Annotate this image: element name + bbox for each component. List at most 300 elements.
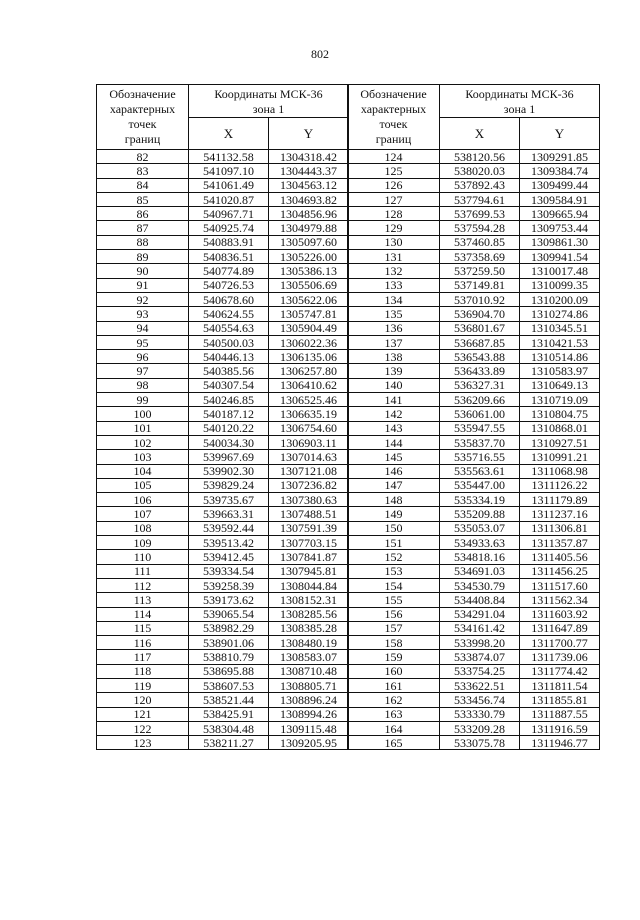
y-coordinate-cell: 1310274.86 <box>520 307 600 321</box>
y-coordinate-cell: 1306903.11 <box>269 435 349 449</box>
table-row <box>348 693 600 707</box>
y-coordinate-cell: 1310421.53 <box>520 335 600 349</box>
x-coordinate-cell: 540500.03 <box>189 335 269 349</box>
point-number-cell: 95 <box>97 335 189 349</box>
point-number-cell: 104 <box>97 464 189 478</box>
y-coordinate-cell: 1306635.19 <box>269 407 349 421</box>
table-row <box>97 164 349 178</box>
y-coordinate-cell: 1310649.13 <box>520 378 600 392</box>
x-coordinate-cell: 539065.54 <box>189 607 269 621</box>
x-coordinate-cell: 536209.66 <box>440 393 520 407</box>
y-coordinate-cell: 1306525.46 <box>269 393 349 407</box>
point-number-cell: 109 <box>97 536 189 550</box>
x-coordinate-cell: 540446.13 <box>189 350 269 364</box>
point-number-cell: 119 <box>97 678 189 692</box>
y-coordinate-cell: 1311179.89 <box>520 493 600 507</box>
point-number-cell: 149 <box>348 507 440 521</box>
x-coordinate-cell: 537699.53 <box>440 207 520 221</box>
y-coordinate-cell: 1308480.19 <box>269 636 349 650</box>
point-number-cell: 146 <box>348 464 440 478</box>
table-row <box>97 450 349 464</box>
x-coordinate-cell: 539735.67 <box>189 493 269 507</box>
y-coordinate-cell: 1308583.07 <box>269 650 349 664</box>
table-row <box>348 264 600 278</box>
point-number-cell: 142 <box>348 407 440 421</box>
point-number-cell: 159 <box>348 650 440 664</box>
point-number-cell: 97 <box>97 364 189 378</box>
x-coordinate-cell: 538521.44 <box>189 693 269 707</box>
x-coordinate-cell: 539902.30 <box>189 464 269 478</box>
y-coordinate-cell: 1309753.44 <box>520 221 600 235</box>
table-row <box>97 578 349 592</box>
table-row <box>97 192 349 206</box>
point-number-cell: 158 <box>348 636 440 650</box>
point-number-cell: 113 <box>97 593 189 607</box>
x-coordinate-cell: 538425.91 <box>189 707 269 721</box>
y-coordinate-cell: 1308152.31 <box>269 593 349 607</box>
y-coordinate-cell: 1310345.51 <box>520 321 600 335</box>
x-coordinate-cell: 539334.54 <box>189 564 269 578</box>
point-number-cell: 155 <box>348 593 440 607</box>
x-coordinate-cell: 540836.51 <box>189 250 269 264</box>
table-row <box>97 693 349 707</box>
table-row <box>97 736 349 750</box>
table-row <box>97 221 349 235</box>
point-number-cell: 117 <box>97 650 189 664</box>
x-coordinate-cell: 538607.53 <box>189 678 269 692</box>
x-coordinate-cell: 539967.69 <box>189 450 269 464</box>
point-number-cell: 132 <box>348 264 440 278</box>
point-number-cell: 110 <box>97 550 189 564</box>
y-coordinate-cell: 1307945.81 <box>269 564 349 578</box>
point-number-cell: 114 <box>97 607 189 621</box>
header-coordinates: Координаты МСК-36 зона 1 <box>440 85 600 118</box>
y-coordinate-cell: 1311887.55 <box>520 707 600 721</box>
table-row <box>97 550 349 564</box>
table-row <box>348 650 600 664</box>
point-number-cell: 143 <box>348 421 440 435</box>
point-number-cell: 87 <box>97 221 189 235</box>
table-row <box>97 292 349 306</box>
table-row <box>348 150 600 164</box>
coordinates-table-right <box>347 84 600 750</box>
table-row <box>97 650 349 664</box>
y-coordinate-cell: 1306754.60 <box>269 421 349 435</box>
y-coordinate-cell: 1308805.71 <box>269 678 349 692</box>
x-coordinate-cell: 539592.44 <box>189 521 269 535</box>
y-coordinate-cell: 1306410.62 <box>269 378 349 392</box>
table-row <box>348 736 600 750</box>
table-row <box>97 235 349 249</box>
x-coordinate-cell: 538211.27 <box>189 736 269 750</box>
x-coordinate-cell: 537460.85 <box>440 235 520 249</box>
point-number-cell: 164 <box>348 721 440 735</box>
point-number-cell: 122 <box>97 721 189 735</box>
table-row <box>348 321 600 335</box>
y-coordinate-cell: 1307121.08 <box>269 464 349 478</box>
point-number-cell: 100 <box>97 407 189 421</box>
y-coordinate-cell: 1309941.54 <box>520 250 600 264</box>
point-number-cell: 88 <box>97 235 189 249</box>
x-coordinate-cell: 541020.87 <box>189 192 269 206</box>
y-coordinate-cell: 1310868.01 <box>520 421 600 435</box>
point-number-cell: 140 <box>348 378 440 392</box>
header-coordinates: Координаты МСК-36 зона 1 <box>189 85 349 118</box>
point-number-cell: 160 <box>348 664 440 678</box>
y-coordinate-cell: 1309384.74 <box>520 164 600 178</box>
y-coordinate-cell: 1311811.54 <box>520 678 600 692</box>
point-number-cell: 102 <box>97 435 189 449</box>
y-coordinate-cell: 1311517.60 <box>520 578 600 592</box>
page-number: 802 <box>311 47 329 61</box>
y-coordinate-cell: 1304979.88 <box>269 221 349 235</box>
x-coordinate-cell: 537010.92 <box>440 292 520 306</box>
table-row <box>97 536 349 550</box>
table-row <box>97 621 349 635</box>
table-row <box>97 335 349 349</box>
table-row <box>97 636 349 650</box>
x-coordinate-cell: 540120.22 <box>189 421 269 435</box>
y-coordinate-cell: 1311647.89 <box>520 621 600 635</box>
table-row <box>348 721 600 735</box>
point-number-cell: 92 <box>97 292 189 306</box>
y-coordinate-cell: 1305226.00 <box>269 250 349 264</box>
point-number-cell: 85 <box>97 192 189 206</box>
point-number-cell: 121 <box>97 707 189 721</box>
x-coordinate-cell: 540385.56 <box>189 364 269 378</box>
point-number-cell: 129 <box>348 221 440 235</box>
point-number-cell: 145 <box>348 450 440 464</box>
x-coordinate-cell: 538304.48 <box>189 721 269 735</box>
y-coordinate-cell: 1309861.30 <box>520 235 600 249</box>
y-coordinate-cell: 1311126.22 <box>520 478 600 492</box>
y-coordinate-cell: 1307841.87 <box>269 550 349 564</box>
point-number-cell: 161 <box>348 678 440 692</box>
table-row <box>97 250 349 264</box>
y-coordinate-cell: 1310200.09 <box>520 292 600 306</box>
x-coordinate-cell: 537149.81 <box>440 278 520 292</box>
y-coordinate-cell: 1305097.60 <box>269 235 349 249</box>
x-coordinate-cell: 537794.61 <box>440 192 520 206</box>
table-header <box>97 85 349 150</box>
x-coordinate-cell: 539513.42 <box>189 536 269 550</box>
x-coordinate-cell: 533874.07 <box>440 650 520 664</box>
x-coordinate-cell: 537892.43 <box>440 178 520 192</box>
point-number-cell: 138 <box>348 350 440 364</box>
point-number-cell: 93 <box>97 307 189 321</box>
x-coordinate-cell: 540678.60 <box>189 292 269 306</box>
table-row <box>97 721 349 735</box>
table-row <box>97 507 349 521</box>
table-row <box>348 335 600 349</box>
x-coordinate-cell: 536687.85 <box>440 335 520 349</box>
point-number-cell: 135 <box>348 307 440 321</box>
table-row <box>97 478 349 492</box>
y-coordinate-cell: 1311306.81 <box>520 521 600 535</box>
x-coordinate-cell: 533209.28 <box>440 721 520 735</box>
point-number-cell: 148 <box>348 493 440 507</box>
y-coordinate-cell: 1309584.91 <box>520 192 600 206</box>
y-coordinate-cell: 1310804.75 <box>520 407 600 421</box>
point-number-cell: 106 <box>97 493 189 507</box>
point-number-cell: 118 <box>97 664 189 678</box>
point-number-cell: 133 <box>348 278 440 292</box>
point-number-cell: 116 <box>97 636 189 650</box>
point-number-cell: 111 <box>97 564 189 578</box>
y-coordinate-cell: 1306257.80 <box>269 364 349 378</box>
x-coordinate-cell: 534530.79 <box>440 578 520 592</box>
x-coordinate-cell: 540726.53 <box>189 278 269 292</box>
y-coordinate-cell: 1311456.25 <box>520 564 600 578</box>
header-designation: Обозначение характерных точек границ <box>97 85 189 150</box>
table-row <box>348 435 600 449</box>
x-coordinate-cell: 535837.70 <box>440 435 520 449</box>
point-number-cell: 99 <box>97 393 189 407</box>
x-coordinate-cell: 541061.49 <box>189 178 269 192</box>
y-coordinate-cell: 1311916.59 <box>520 721 600 735</box>
point-number-cell: 139 <box>348 364 440 378</box>
point-number-cell: 157 <box>348 621 440 635</box>
table-row <box>348 478 600 492</box>
x-coordinate-cell: 538982.29 <box>189 621 269 635</box>
header-y: Y <box>269 118 349 150</box>
table-row <box>348 607 600 621</box>
point-number-cell: 125 <box>348 164 440 178</box>
y-coordinate-cell: 1307236.82 <box>269 478 349 492</box>
x-coordinate-cell: 540967.71 <box>189 207 269 221</box>
y-coordinate-cell: 1305747.81 <box>269 307 349 321</box>
x-coordinate-cell: 534408.84 <box>440 593 520 607</box>
y-coordinate-cell: 1310991.21 <box>520 450 600 464</box>
y-coordinate-cell: 1309665.94 <box>520 207 600 221</box>
y-coordinate-cell: 1304693.82 <box>269 192 349 206</box>
table-row <box>348 550 600 564</box>
x-coordinate-cell: 539412.45 <box>189 550 269 564</box>
header-y: Y <box>520 118 600 150</box>
point-number-cell: 105 <box>97 478 189 492</box>
point-number-cell: 101 <box>97 421 189 435</box>
y-coordinate-cell: 1311774.42 <box>520 664 600 678</box>
x-coordinate-cell: 535334.19 <box>440 493 520 507</box>
table-row <box>348 178 600 192</box>
point-number-cell: 84 <box>97 178 189 192</box>
y-coordinate-cell: 1311357.87 <box>520 536 600 550</box>
y-coordinate-cell: 1306022.36 <box>269 335 349 349</box>
y-coordinate-cell: 1311603.92 <box>520 607 600 621</box>
table-row <box>97 435 349 449</box>
point-number-cell: 141 <box>348 393 440 407</box>
y-coordinate-cell: 1307591.39 <box>269 521 349 535</box>
x-coordinate-cell: 536061.00 <box>440 407 520 421</box>
table-row <box>97 593 349 607</box>
x-coordinate-cell: 540925.74 <box>189 221 269 235</box>
point-number-cell: 165 <box>348 736 440 750</box>
point-number-cell: 152 <box>348 550 440 564</box>
table-row <box>97 307 349 321</box>
x-coordinate-cell: 533330.79 <box>440 707 520 721</box>
table-row <box>348 536 600 550</box>
y-coordinate-cell: 1305386.13 <box>269 264 349 278</box>
table-row <box>97 264 349 278</box>
y-coordinate-cell: 1308994.26 <box>269 707 349 721</box>
point-number-cell: 112 <box>97 578 189 592</box>
table-row <box>97 393 349 407</box>
x-coordinate-cell: 539258.39 <box>189 578 269 592</box>
table-row <box>348 292 600 306</box>
table-row <box>348 707 600 721</box>
table-row <box>97 707 349 721</box>
x-coordinate-cell: 540034.30 <box>189 435 269 449</box>
x-coordinate-cell: 537358.69 <box>440 250 520 264</box>
y-coordinate-cell: 1308710.48 <box>269 664 349 678</box>
y-coordinate-cell: 1311562.34 <box>520 593 600 607</box>
table-row <box>348 192 600 206</box>
point-number-cell: 98 <box>97 378 189 392</box>
table-row <box>348 564 600 578</box>
x-coordinate-cell: 538695.88 <box>189 664 269 678</box>
table-row <box>348 350 600 364</box>
point-number-cell: 94 <box>97 321 189 335</box>
table-row <box>348 164 600 178</box>
table-row <box>348 235 600 249</box>
x-coordinate-cell: 533622.51 <box>440 678 520 692</box>
table-row <box>348 221 600 235</box>
x-coordinate-cell: 540624.55 <box>189 307 269 321</box>
x-coordinate-cell: 534818.16 <box>440 550 520 564</box>
point-number-cell: 128 <box>348 207 440 221</box>
x-coordinate-cell: 539829.24 <box>189 478 269 492</box>
y-coordinate-cell: 1308044.84 <box>269 578 349 592</box>
x-coordinate-cell: 538020.03 <box>440 164 520 178</box>
point-number-cell: 156 <box>348 607 440 621</box>
table-row <box>97 493 349 507</box>
y-coordinate-cell: 1310017.48 <box>520 264 600 278</box>
table-row <box>348 621 600 635</box>
table-row <box>97 207 349 221</box>
point-number-cell: 103 <box>97 450 189 464</box>
x-coordinate-cell: 538901.06 <box>189 636 269 650</box>
point-number-cell: 107 <box>97 507 189 521</box>
x-coordinate-cell: 534291.04 <box>440 607 520 621</box>
table-row <box>97 364 349 378</box>
table-row <box>348 493 600 507</box>
x-coordinate-cell: 536433.89 <box>440 364 520 378</box>
x-coordinate-cell: 535563.61 <box>440 464 520 478</box>
table-row <box>348 278 600 292</box>
y-coordinate-cell: 1304856.96 <box>269 207 349 221</box>
x-coordinate-cell: 541097.10 <box>189 164 269 178</box>
table-row <box>348 664 600 678</box>
x-coordinate-cell: 536327.31 <box>440 378 520 392</box>
x-coordinate-cell: 534161.42 <box>440 621 520 635</box>
y-coordinate-cell: 1311237.16 <box>520 507 600 521</box>
table-row <box>348 678 600 692</box>
table-row <box>348 507 600 521</box>
y-coordinate-cell: 1305622.06 <box>269 292 349 306</box>
x-coordinate-cell: 540554.63 <box>189 321 269 335</box>
y-coordinate-cell: 1311405.56 <box>520 550 600 564</box>
point-number-cell: 162 <box>348 693 440 707</box>
x-coordinate-cell: 541132.58 <box>189 150 269 164</box>
y-coordinate-cell: 1307703.15 <box>269 536 349 550</box>
point-number-cell: 90 <box>97 264 189 278</box>
y-coordinate-cell: 1310514.86 <box>520 350 600 364</box>
point-number-cell: 134 <box>348 292 440 306</box>
table-row <box>97 321 349 335</box>
x-coordinate-cell: 533754.25 <box>440 664 520 678</box>
x-coordinate-cell: 535716.55 <box>440 450 520 464</box>
table-row <box>348 407 600 421</box>
y-coordinate-cell: 1308896.24 <box>269 693 349 707</box>
table-row <box>348 593 600 607</box>
x-coordinate-cell: 540246.85 <box>189 393 269 407</box>
y-coordinate-cell: 1309115.48 <box>269 721 349 735</box>
y-coordinate-cell: 1307014.63 <box>269 450 349 464</box>
table-row <box>97 607 349 621</box>
y-coordinate-cell: 1311855.81 <box>520 693 600 707</box>
x-coordinate-cell: 533456.74 <box>440 693 520 707</box>
y-coordinate-cell: 1311700.77 <box>520 636 600 650</box>
point-number-cell: 83 <box>97 164 189 178</box>
x-coordinate-cell: 539663.31 <box>189 507 269 521</box>
table-row <box>97 378 349 392</box>
y-coordinate-cell: 1307488.51 <box>269 507 349 521</box>
header-x: X <box>440 118 520 150</box>
table-row <box>348 378 600 392</box>
x-coordinate-cell: 533075.78 <box>440 736 520 750</box>
y-coordinate-cell: 1310583.97 <box>520 364 600 378</box>
point-number-cell: 151 <box>348 536 440 550</box>
y-coordinate-cell: 1311739.06 <box>520 650 600 664</box>
point-number-cell: 136 <box>348 321 440 335</box>
table-row <box>348 207 600 221</box>
point-number-cell: 124 <box>348 150 440 164</box>
header-x: X <box>189 118 269 150</box>
x-coordinate-cell: 537594.28 <box>440 221 520 235</box>
table-row <box>348 307 600 321</box>
table-row <box>348 636 600 650</box>
point-number-cell: 153 <box>348 564 440 578</box>
table-header <box>348 85 600 150</box>
x-coordinate-cell: 535447.00 <box>440 478 520 492</box>
table-row <box>97 564 349 578</box>
table-row <box>97 664 349 678</box>
x-coordinate-cell: 539173.62 <box>189 593 269 607</box>
point-number-cell: 137 <box>348 335 440 349</box>
table-row <box>97 350 349 364</box>
table-row <box>97 407 349 421</box>
table-row <box>348 250 600 264</box>
x-coordinate-cell: 540774.89 <box>189 264 269 278</box>
table-row <box>348 364 600 378</box>
table-row <box>97 178 349 192</box>
point-number-cell: 147 <box>348 478 440 492</box>
y-coordinate-cell: 1310927.51 <box>520 435 600 449</box>
table-row <box>348 464 600 478</box>
x-coordinate-cell: 536904.70 <box>440 307 520 321</box>
y-coordinate-cell: 1305904.49 <box>269 321 349 335</box>
x-coordinate-cell: 535209.88 <box>440 507 520 521</box>
x-coordinate-cell: 535947.55 <box>440 421 520 435</box>
x-coordinate-cell: 540187.12 <box>189 407 269 421</box>
x-coordinate-cell: 536543.88 <box>440 350 520 364</box>
table-row <box>97 678 349 692</box>
point-number-cell: 144 <box>348 435 440 449</box>
point-number-cell: 150 <box>348 521 440 535</box>
x-coordinate-cell: 537259.50 <box>440 264 520 278</box>
table-row <box>97 521 349 535</box>
x-coordinate-cell: 536801.67 <box>440 321 520 335</box>
